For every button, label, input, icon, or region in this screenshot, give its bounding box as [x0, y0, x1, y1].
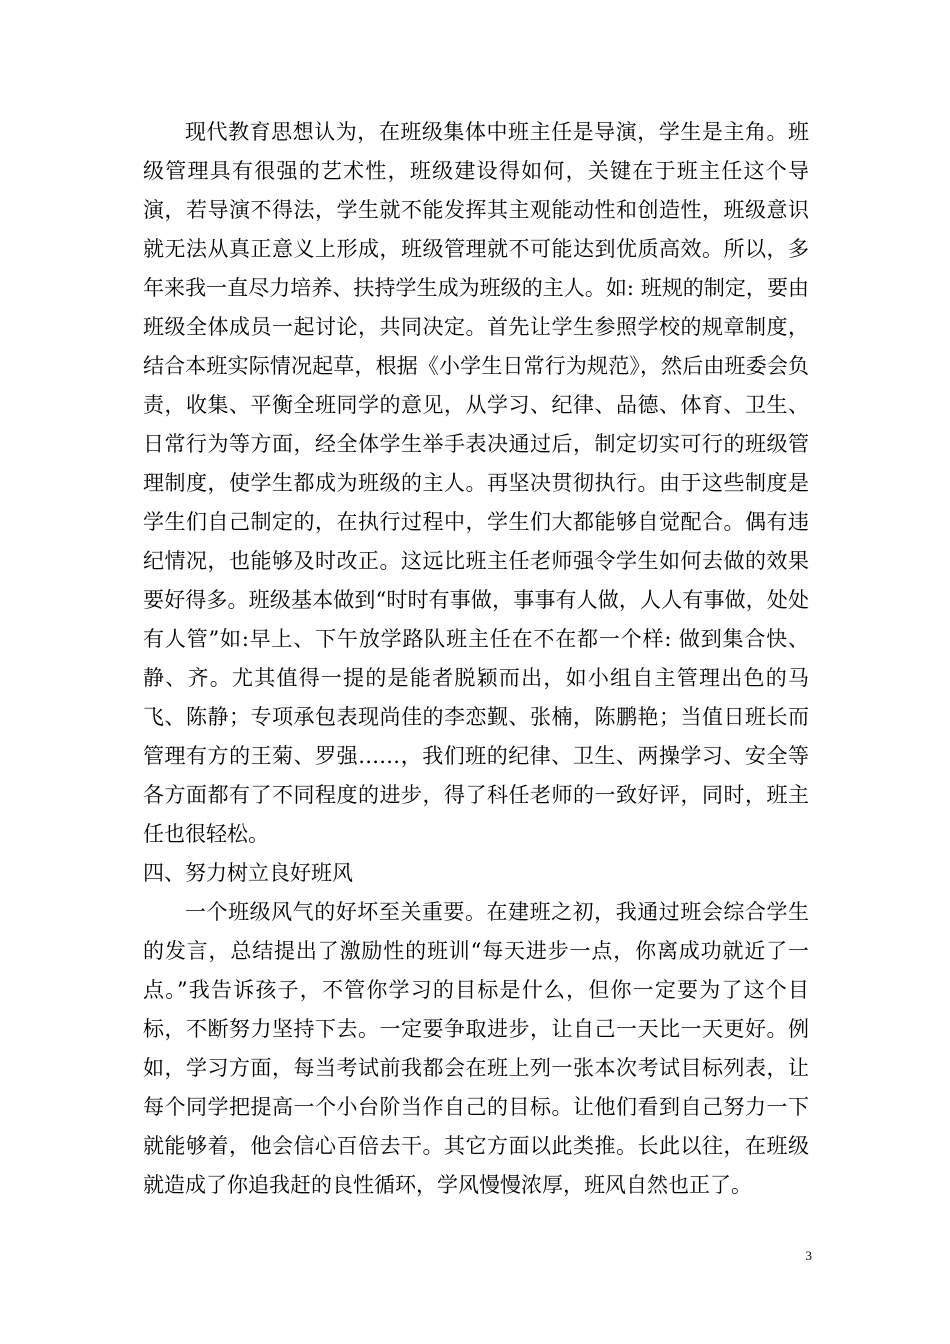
- paragraph-class-management: 现代教育思想认为，在班级集体中班主任是导演，学生是主角。班级管理具有很强的艺术性，班级建设得如何，关键在于班主任这个导演，若导演不得法，学生就不能发挥其主观能动性和创造性，班级意识就无法从真正意义上形成，班级管理就不可能达到优质高效。所以，多年来我一直尽力培养、扶持学生成为班级的主人。如: 班规的制定，要由班级全体成员一起讨论，共同决定。首先让学生参照学校的规章制度，结合本班实际情况起草，根据《小学生日常行为规范》，然后由班委会负责，收集、平衡全班同学的意见，从学习、纪律、品德、体育、卫生、日常行为等方面，经全体学生举手表决通过后，制定切实可行的班级管理制度，使学生都成为班级的主人。再坚决贯彻执行。由于这些制度是学生们自己制定的，在执行过程中，学生们大都能够自觉配合。偶有违纪情况，也能够及时改正。这远比班主任老师强令学生如何去做的效果要好得多。班级基本做到“时时有事做，事事有人做，人人有事做，处处有人管”如:早上、下午放学路队班主任在不在都一个样: 做到集合快、静、齐。尤其值得一提的是能者脱颖而出，如小组自主管理出色的马飞、陈静；专项承包表现尚佳的李恋觐、张楠，陈鹏艳；当值日班长而管理有方的王菊、罗强……，我们班的纪律、卫生、两操学习、安全等各方面都有了不同程度的进步，得了科任老师的一致好评，同时，班主任也很轻松。: [143, 120, 809, 846]
- body-text: [143, 113, 809, 1205]
- section-heading-4: 四、努力树立良好班风: [143, 861, 353, 885]
- paragraph-class-spirit: 一个班级风气的好坏至关重要。在建班之初，我通过班会综合学生的发言，总结提出了激励性的班训“每天进步一点，你离成功就近了一点。”我告诉孩子，不管你学习的目标是什么，但你一定要为了这个目标，不断努力坚持下去。一定要争取进步，让自己一天比一天更好。例如，学习方面，每当考试前我都会在班上列一张本次考试目标列表，让每个同学把提高一个小台阶当作自己的目标。让他们看到自己努力一下就能够着，他会信心百倍去干。其它方面以此类推。长此以往，在班级就造成了你追我赶的良性循环，学风慢慢浓厚，班风自然也正了。: [143, 900, 809, 1197]
- page-number: 3: [805, 1248, 812, 1263]
